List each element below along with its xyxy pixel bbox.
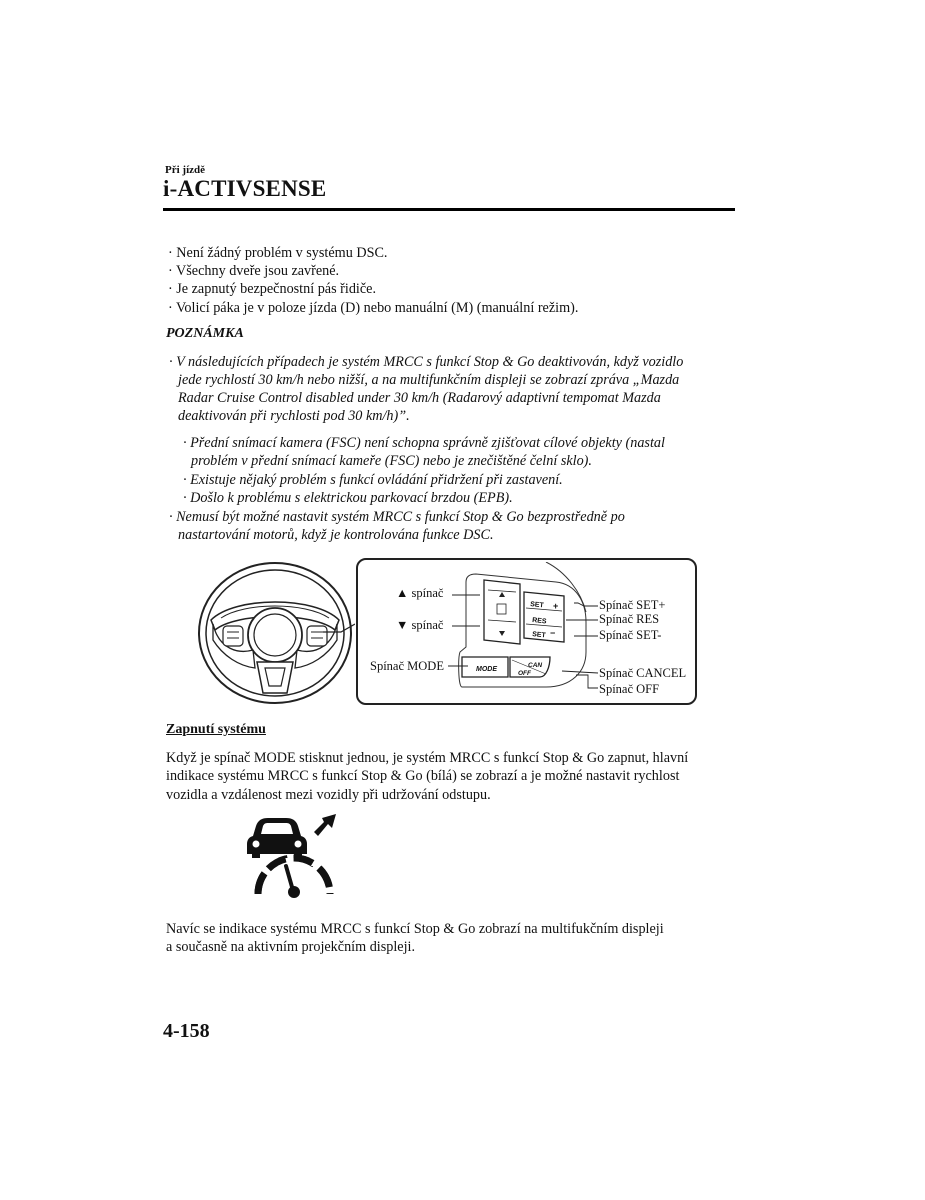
set-minus-switch-label: Spínač SET-: [599, 628, 662, 642]
mrcc-indicator-icon: [238, 814, 346, 898]
can-key-label: CAN: [528, 662, 543, 669]
condition-item: · Není žádný problém v systému DSC.: [168, 245, 388, 261]
chapter-title: i-ACTIVSENSE: [163, 176, 327, 201]
paragraph-line: a současně na aktivním projekčním displeji.: [166, 939, 416, 955]
off-switch-label: Spínač OFF: [599, 682, 660, 696]
condition-item: · Je zapnutý bezpečnostní pás řidiče.: [168, 281, 377, 297]
header-rule: [163, 208, 735, 211]
res-key-label: RES: [531, 617, 547, 626]
paragraph-line: Když je spínač MODE stisknut jednou, je systém MRCC s funkcí Stop & Go zapnut, hlavní: [166, 750, 689, 766]
res-switch-label: Spínač RES: [599, 612, 660, 626]
triangle-down-icon: ▼: [396, 618, 409, 632]
set-plus-switch-label: Spínač SET+: [599, 598, 666, 612]
note-item-1-line: jede rychlostí 30 km/h nebo nižší, a na multifunkčním displeji se zobrazí zpráva „Mazda: [178, 372, 680, 388]
cancel-switch-label: Spínač CANCEL: [599, 666, 687, 680]
up-switch-label: ▲ spínač: [396, 586, 444, 600]
section-title: Při jízdě: [165, 164, 206, 176]
note-item-1-line: Radar Cruise Control disabled under 30 km/h (Radarový adaptivní tempomat Mazda: [178, 390, 661, 406]
note-item-2-line: nastartování motorů, když je kontrolována funkce DSC.: [178, 527, 494, 543]
note-item-1-line: · V následujících případech je systém MRCC s funkcí Stop & Go deaktivován, když vozidlo: [169, 354, 684, 370]
paragraph-line: indikace systému MRCC s funkcí Stop & Go (bílá) se zobrazí a je možné nastavit rychlost: [166, 768, 680, 784]
off-key-label: OFF: [518, 670, 531, 677]
steering-wheel-illustration: [195, 558, 355, 708]
condition-item: · Všechny dveře jsou zavřené.: [168, 263, 340, 279]
section-subheading: Zapnutí systému: [166, 722, 266, 737]
mode-key-label: MODE: [476, 666, 497, 673]
set-minus-symbol: −: [550, 628, 556, 638]
set-plus-symbol: +: [553, 601, 559, 611]
set-minus-key-label: SET: [531, 631, 547, 640]
note-item-1-line: deaktivován při rychlosti pod 30 km/h)”.: [178, 408, 410, 424]
mode-switch-label: Spínač MODE: [370, 659, 444, 673]
note-sub-item: · Existuje nějaký problém s funkcí ovládání přidržení při zastavení.: [183, 472, 563, 488]
note-sub-item: problém v přední snímací kameře (FSC) nebo je znečištěné čelní sklo).: [191, 453, 592, 469]
set-plus-key-label: SET: [529, 601, 545, 610]
note-title: POZNÁMKA: [166, 326, 244, 341]
paragraph-line: vozidla a vzdálenost mezi vozidly při udržování odstupu.: [166, 787, 491, 803]
down-switch-label: ▼ spínač: [396, 618, 444, 632]
page-number: 4-158: [163, 1020, 210, 1042]
triangle-up-icon: ▲: [396, 586, 409, 600]
note-item-2-line: · Nemusí být možné nastavit systém MRCC s funkcí Stop & Go bezprostředně po: [169, 509, 625, 525]
note-sub-item: · Došlo k problému s elektrickou parkovací brzdou (EPB).: [183, 490, 513, 506]
paragraph-line: Navíc se indikace systému MRCC s funkcí Stop & Go zobrazí na multifukčním displeji: [166, 921, 664, 937]
condition-item: · Volicí páka je v poloze jízda (D) nebo manuální (M) (manuální režim).: [168, 300, 579, 316]
note-sub-item: · Přední snímací kamera (FSC) není schopna správně zjišťovat cílové objekty (nastal: [183, 435, 665, 451]
